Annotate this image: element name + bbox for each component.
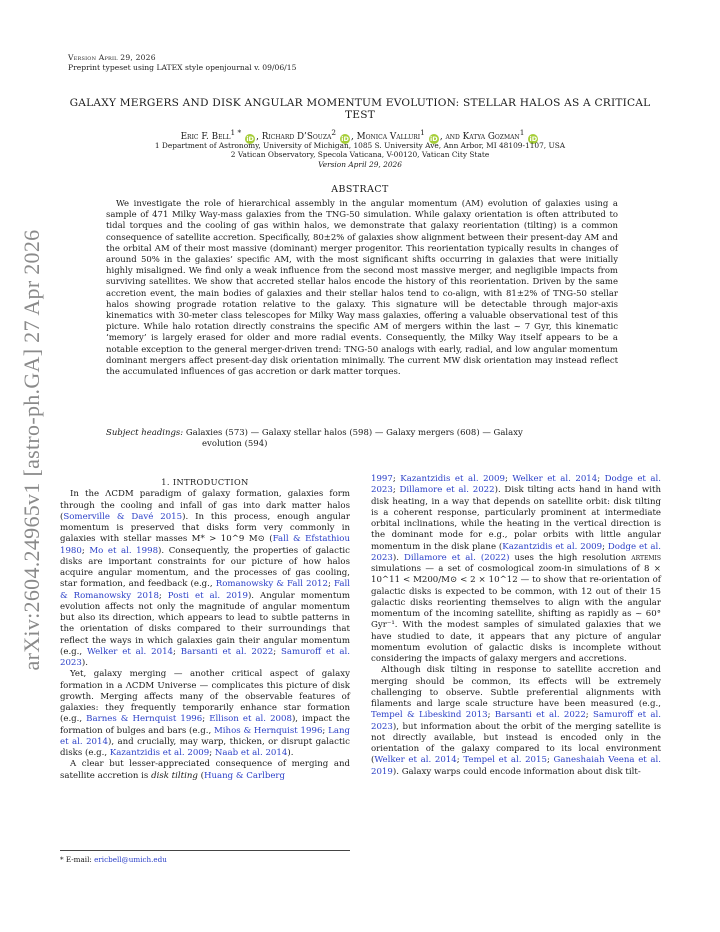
citation-link[interactable]: Kazantzidis et al. 2009 <box>109 748 210 758</box>
citation-link[interactable]: Samuroff et al. 2023 <box>60 646 350 668</box>
citation-link[interactable]: Kazantzidis et al. 2009 <box>400 474 505 484</box>
citation-link[interactable]: Welker et al. 2014 <box>87 646 174 657</box>
intro-paragraph-3: A clear but lesser-appreciated consequence of merging and satellite accretion is disk tilting (Huang & Carlberg <box>60 759 350 781</box>
right-column <box>371 474 661 778</box>
citation-link[interactable]: Huang & Carlberg <box>203 770 286 781</box>
citation-link[interactable]: Tempel & Libeskind 2013 <box>371 710 488 721</box>
preprint-header <box>68 53 296 73</box>
citation-link[interactable]: Posti et al. 2019 <box>167 590 248 601</box>
citation-link[interactable]: Barsanti et al. 2022 <box>180 646 274 657</box>
citation-link[interactable]: Fall & Efstathiou 1980 <box>60 534 350 556</box>
author-list: Eric F. Bell$^{1 *}$iD , Richard D’Souza$^2$iD , Monica Valluri$^1$iD , and Katya Gozman$^1$iD <box>180 128 538 143</box>
author-3-affil: 1 <box>420 128 425 137</box>
intro-paragraph-3-cont: 1997; Kazantzidis et al. 2009; Welker et al. 2014; Dodge et al. 2023; Dillamore et al. 2022). Disk tilting acts hand in hand with disk heating, in a way that depends on satellite orbit: disk tilting is a coherent response, particularly prominent at intermediate orbital inclinations, while the heating in the vertical direction is the dominant mode for e.g., polar orbits with little angular momentum in the disk plane (Kazantzidis et al. 2009; Dodge et al. 2023). Dillamore et al. (2022) uses the high resolution artemis simulations — a set of cosmological zoom-in simulations of 8 × 10^11 < M200/M⊙ < 2 × 10^12 — to show that re-orientation of galactic disks is expected to be common, with 12 out of their 15 galactic disks reorienting themselves to align with the angular momentum of the incoming satellite, shifting as rapidly as ~ 60° Gyr⁻¹. With the modest samples of simulated galaxies that we have studied to date, it appears that any picture of angular momentum evolution of galactic disks is incomplete without considering the impacts of galaxy mergers and accretions. <box>371 474 661 664</box>
orcid-icon[interactable]: iD <box>430 134 438 143</box>
author-4: and Katya Gozman <box>445 131 520 142</box>
author-2: Richard D’Souza <box>261 131 332 142</box>
citation-link[interactable]: Dillamore et al. (2022) <box>403 552 510 563</box>
arxiv-identifier: arXiv:2604.24965v1 [astro-ph.GA] 27 Apr 2026 <box>19 229 44 671</box>
citation-link[interactable]: Fall & Romanowsky 2018 <box>60 579 350 601</box>
intro-paragraph-4: Although disk tilting in response to satellite accretion and merging should be common, its effects will be extremely challenging to observe. Subtle preferential alignments with filaments and large scale structure have been measured (e.g., Tempel & Libeskind 2013; Barsanti et al. 2022; Samuroff et al. 2023), but information about the orbit of the merging satellite is not directly available, but instead is encoded only in the orientation of the galaxy compared to its local environment (Welker et al. 2014; Tempel et al. 2015; Ganeshaiah Veena et al. 2019). Galaxy warps could encode information about disk tilt- <box>371 665 661 777</box>
citation-link[interactable]: Lang et al. 2014 <box>60 725 350 747</box>
citation-link[interactable]: Ellison et al. 2008 <box>209 714 292 725</box>
citation-link[interactable]: Dodge et al. 2023 <box>371 541 661 563</box>
emphasis-text: disk tilting <box>151 770 198 781</box>
version-line: Version April 29, 2026 <box>68 53 156 62</box>
citation-link[interactable]: Kazantzidis et al. 2009 <box>502 541 603 552</box>
citation-link[interactable]: Mihos & Hernquist 1996 <box>213 725 323 736</box>
subject-headings <box>106 428 618 450</box>
orcid-icon[interactable]: iD <box>341 134 349 143</box>
preprint-line: Preprint typeset using LATEX style openjournal v. 09/06/15 <box>68 63 297 72</box>
citation-link[interactable]: Barsanti et al. 2022 <box>494 710 586 721</box>
citation-link[interactable]: Mo et al. 1998 <box>89 545 159 556</box>
affiliation-1: 1 Department of Astronomy, University of Michigan, 1085 S. University Ave, Ann Arbor, MI 48109-1107, USA <box>154 141 566 150</box>
author-3: Monica Valluri <box>356 131 421 142</box>
citation-link[interactable]: Dodge et al. 2023 <box>371 474 661 496</box>
orcid-icon[interactable]: iD <box>246 134 254 143</box>
paper-title: GALAXY MERGERS AND DISK ANGULAR MOMENTUM EVOLUTION: STELLAR HALOS AS A CRITICAL TEST <box>69 97 651 122</box>
intro-paragraph-2: Yet, galaxy merging — another critical aspect of galaxy formation in a ΛCDM Universe — complicates this picture of disk growth. Merging affects many of the observable features of galaxies: they frequently temporarily enhance star formation (e.g., Barnes & Hernquist 1996; Ellison et al. 2008), impact the formation of bulges and bars (e.g., Mihos & Hernquist 1996; Lang et al. 2014), and crucially, may warp, thicken, or disrupt galactic disks (e.g., Kazantzidis et al. 2009; Naab et al. 2014). <box>60 669 350 758</box>
subject-line-1: Galaxies (573) — Galaxy stellar halos (598) — Galaxy mergers (608) — Galaxy <box>185 428 523 438</box>
citation-link[interactable]: Welker et al. 2014 <box>512 474 598 484</box>
section-heading: 1. INTRODUCTION <box>161 477 249 487</box>
citation-link[interactable]: Tempel et al. 2015 <box>463 755 547 766</box>
citation-link[interactable]: Romanowsky & Fall 2012 <box>215 579 328 590</box>
citation-link[interactable]: Samuroff et al. 2023 <box>371 710 661 732</box>
citation-link[interactable]: Barnes & Hernquist 1996 <box>86 714 203 725</box>
abstract-text: We investigate the role of hierarchical assembly in the angular momentum (AM) evolution of galaxies using a sample of 471 Milky Way-mass galaxies from the TNG-50 simulation. While galaxy orientation is often attributed to tidal torques and the cooling of gas within halos, we demonstrate that galaxy reorientation (tilting) is a common consequence of satellite accretion. Specifically, 80±2% of galaxies show alignment between their present-day AM and the orbital AM of their most massive (dominant) merger progenitor. This reorientation typically results in changes of around 50% in the galaxies’ specific AM, with the most significant shifts occurring in galaxies that were initially highly misaligned. We find only a weak influence from the second most massive merger, and negligible impacts from surviving satellites. We show that accreted stellar halos encode the history of this reorientation. Driven by the same accretion event, the main bodies of galaxies and their stellar halos tend to co-align, with 81±2% of TNG-50 stellar halos showing prograde rotation relative to the galaxy. This signature will be detectable through major-axis kinematics with 30-meter class telescopes for Milky Way mass galaxies, offering a valuable observational test of this picture. While halo rotation directly constrains the specific AM of mergers within the last ~ 7 Gyr, this kinematic ‘memory’ is largely erased for older and more radial events. Consequently, the Milky Way itself appears to be a notable exception to the general merger-driven trend: TNG-50 analogs with early, radial, and low angular momentum dominant mergers affect present-day disk orientation minimally. The current MW disk orientation may instead reflect the accumulated influences of gas accretion or dark matter torques. <box>106 199 618 378</box>
subject-label: Subject headings: <box>106 428 184 438</box>
author-1-affil: 1 * <box>230 128 242 137</box>
citation-link[interactable]: Dillamore et al. 2022 <box>399 485 495 496</box>
citation-link[interactable]: Naab et al. 2014 <box>214 748 288 758</box>
citation-link[interactable]: Somerville & Davé 2015 <box>63 511 183 522</box>
abstract-heading: ABSTRACT <box>331 184 389 195</box>
affiliations <box>60 141 660 169</box>
citation-link[interactable]: 1997 <box>371 474 393 484</box>
orcid-icon[interactable]: iD <box>529 134 538 143</box>
smallcaps-text: artemis <box>631 552 661 563</box>
arxiv-sidebar <box>12 229 52 671</box>
author-2-affil: 2 <box>331 128 337 137</box>
citation-link[interactable]: Welker et al. 2014 <box>374 755 457 766</box>
footnote-label: * E-mail: <box>60 855 95 864</box>
intro-paragraph-1: In the ΛCDM paradigm of galaxy formation, galaxies form through the cooling and infall of gas into dark matter halos (Somerville & Davé 2015). In this process, enough angular momentum is preserved that disks form very commonly in galaxies with stellar masses M* > 10^9 M⊙ (Fall & Efstathiou 1980; Mo et al. 1998). Consequently, the properties of galactic disks are important constraints for our picture of how halos acquire angular momentum, and the processes of gas cooling, star formation, and feedback (e.g., Romanowsky & Fall 2012; Fall & Romanowsky 2018; Posti et al. 2019). Angular momentum evolution affects not only the magnitude of angular momentum but also its direction, which appears to lead to subtle patterns in the orientation of disks compared to their surroundings that reflect the ways in which galaxies gain their angular momentum (e.g., Welker et al. 2014; Barsanti et al. 2022; Samuroff et al. 2023). <box>60 489 351 668</box>
left-column <box>60 477 350 782</box>
affiliation-2: 2 Vatican Observatory, Specola Vaticana, V-00120, Vatican City State <box>230 150 490 160</box>
version-date: Version April 29, 2026 <box>318 159 402 169</box>
citation-link[interactable]: Ganeshaiah Veena et al. 2019 <box>371 755 661 777</box>
subject-line-2: evolution (594) <box>202 439 268 450</box>
footnote <box>60 850 350 864</box>
author-1: Eric F. Bell <box>180 131 231 142</box>
email-link[interactable]: ericbell@umich.edu <box>94 855 167 864</box>
author-4-affil: 1 <box>519 128 525 137</box>
